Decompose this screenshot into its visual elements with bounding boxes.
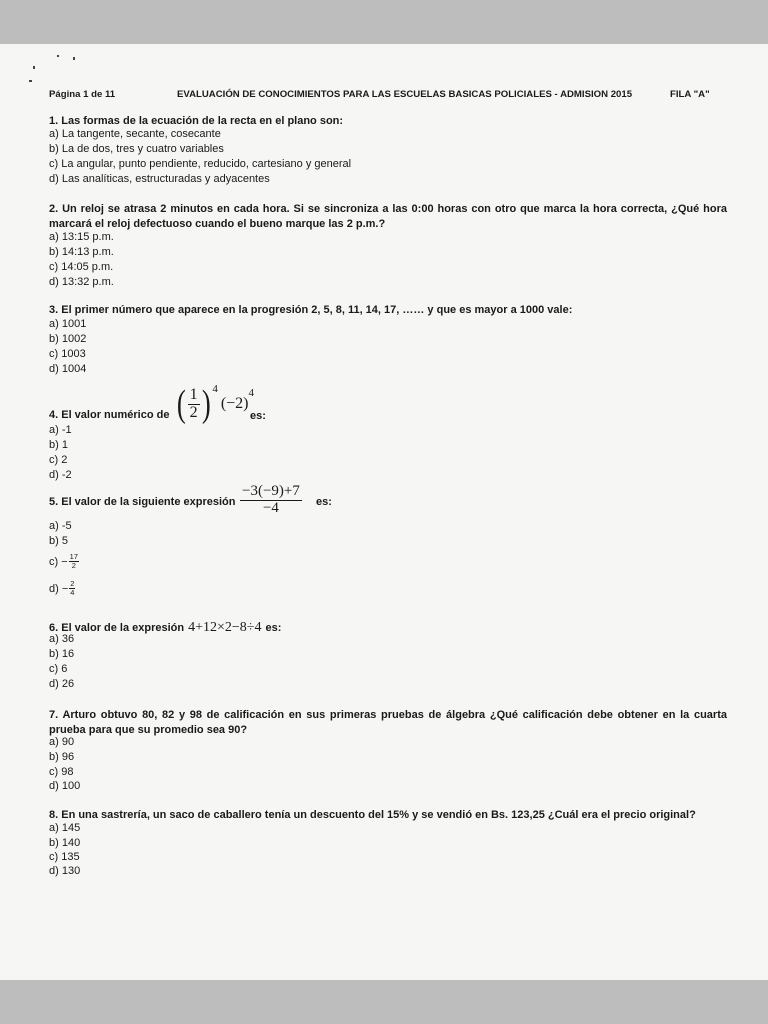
question-6 <box>49 620 281 636</box>
option-5c-denominator: 2 <box>71 561 76 571</box>
option-7c: c) 98 <box>49 766 74 778</box>
option-3a: a) 1001 <box>49 318 87 330</box>
question-6-text: 6. El valor de la expresión <box>49 622 185 634</box>
option-5c-label: c) − <box>49 555 68 568</box>
option-5c <box>49 553 79 571</box>
question-8: 8. En una sastrería, un saco de caballero tenía un descuento del 15% y se vendió en Bs. 123,25 ¿Cuál era el precio original? <box>49 809 696 821</box>
option-1b: b) La de dos, tres y cuatro variables <box>49 143 224 155</box>
option-4d: d) -2 <box>49 469 72 481</box>
q5-tail: es: <box>316 496 332 508</box>
page-number: Página 1 de 11 <box>49 89 116 100</box>
option-8a: a) 145 <box>49 822 81 834</box>
option-7d: d) 100 <box>49 780 81 792</box>
option-4b: b) 1 <box>49 439 68 451</box>
option-2d: d) 13:32 p.m. <box>49 276 114 288</box>
option-8b: b) 140 <box>49 837 81 849</box>
option-5b: b) 5 <box>49 535 68 547</box>
question-7: 7. Arturo obtuvo 80, 82 y 98 de calificación en sus primeras pruebas de álgebra ¿Qué calificación debe obtener en la cuarta prueba para que su promedio sea 90? <box>49 709 727 736</box>
option-3b: b) 1002 <box>49 333 87 345</box>
q4-denominator: 2 <box>189 403 198 421</box>
option-2b: b) 14:13 p.m. <box>49 246 114 258</box>
option-6b: b) 16 <box>49 648 75 660</box>
q4-numerator: 1 <box>189 385 198 403</box>
exam-title: EVALUACIÓN DE CONOCIMIENTOS PARA LAS ESCUELAS BASICAS POLICIALES - ADMISION 2015 <box>177 89 633 100</box>
question-1: 1. Las formas de la ecuación de la recta en el plano son: <box>49 115 344 127</box>
math-expression-4: ( $\frac{1}{2}$ ) 4 (−2) 4 <box>176 383 254 425</box>
q6-tail: es: <box>265 622 282 634</box>
option-4a: a) -1 <box>49 424 72 436</box>
scan-speck <box>57 55 59 57</box>
option-7b: b) 96 <box>49 751 75 763</box>
scan-speck <box>73 57 75 60</box>
scan-speck <box>29 80 32 82</box>
q4-exponent: 4 <box>212 383 218 395</box>
question-3: 3. El primer número que aparece en la progresión 2, 5, 8, 11, 14, 17, …… y que es mayor a 1000 vale: <box>49 304 573 316</box>
option-6a: a) 36 <box>49 633 75 645</box>
option-5d-numerator: 2 <box>70 579 75 588</box>
option-5d-denominator: 4 <box>70 588 75 598</box>
option-1c: c) La angular, punto pendiente, reducido, cartesiano y general <box>49 158 352 170</box>
option-2a: a) 13:15 p.m. <box>49 231 114 243</box>
option-8d: d) 130 <box>49 865 81 877</box>
option-2c: c) 14:05 p.m. <box>49 261 114 273</box>
q6-expression: 4+12×2−8÷4 <box>188 620 262 635</box>
q4-tail: es: <box>250 410 266 422</box>
option-7a: a) 90 <box>49 736 75 748</box>
option-5a: a) -5 <box>49 520 72 532</box>
q5-numerator: −3(−9)+7 <box>242 483 300 499</box>
option-1a: a) La tangente, secante, cosecante <box>49 128 221 140</box>
q4-factor: (−2) <box>220 395 249 412</box>
fila-label: FILA "A" <box>670 89 710 100</box>
option-3c: c) 1003 <box>49 348 86 360</box>
scan-speck <box>33 66 35 69</box>
q4-factor-exponent: 4 <box>248 387 254 399</box>
option-5c-numerator: 17 <box>69 552 78 561</box>
option-3d: d) 1004 <box>49 363 87 375</box>
math-expression-5 <box>240 484 302 517</box>
option-5d <box>49 580 75 598</box>
option-8c: c) 135 <box>49 851 80 863</box>
option-6c: c) 6 <box>49 663 68 675</box>
q5-denominator: −4 <box>262 499 279 516</box>
option-1d: d) Las analíticas, estructuradas y adyacentes <box>49 173 270 185</box>
option-4c: c) 2 <box>49 454 68 466</box>
question-2: 2. Un reloj se atrasa 2 minutos en cada hora. Si se sincroniza a las 0:00 horas con otro que marca la hora correcta, ¿Qué hora marcará el reloj defectuoso cuando el bueno marque las 2 p.m.? <box>49 203 727 230</box>
option-5d-label: d) − <box>49 582 69 595</box>
question-4: 4. El valor numérico de <box>49 409 170 421</box>
option-6d: d) 26 <box>49 678 75 690</box>
question-5: 5. El valor de la siguiente expresión <box>49 496 236 508</box>
